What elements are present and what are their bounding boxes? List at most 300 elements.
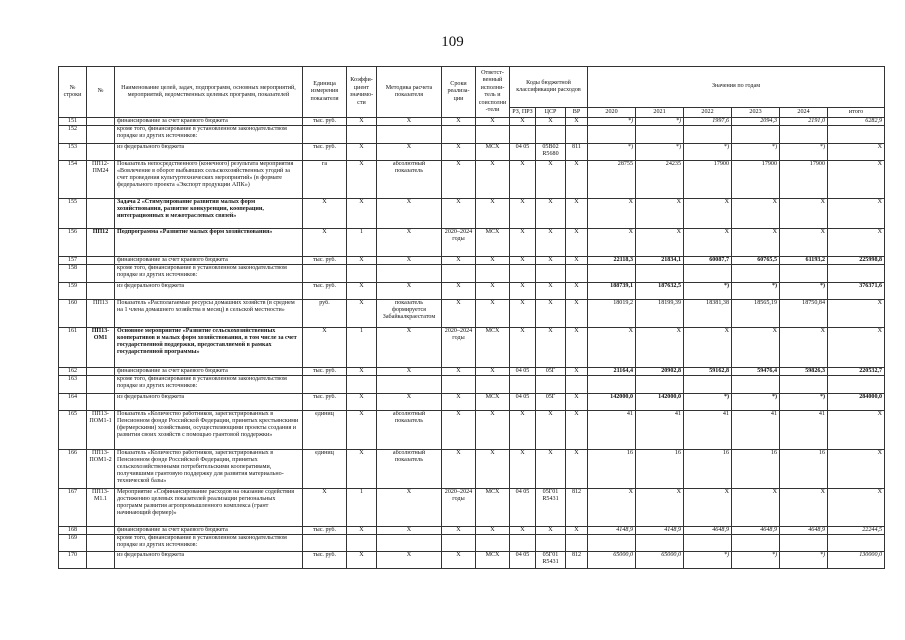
row-code — [87, 394, 115, 411]
row-value-2023: X — [732, 328, 780, 368]
row-coefficient — [347, 126, 377, 144]
row-rz: 04 05 — [510, 394, 536, 411]
row-code — [87, 257, 115, 265]
row-value-2022: *) — [684, 552, 732, 569]
table-row — [59, 552, 885, 569]
row-total: X — [828, 328, 885, 368]
row-value-2020: 41 — [588, 411, 636, 450]
row-code: ПП13-М1.1 — [87, 489, 115, 527]
table-row — [59, 450, 885, 489]
row-terms — [442, 376, 476, 394]
row-value-2020 — [588, 535, 636, 552]
row-value-2021: *) — [636, 118, 684, 126]
row-value-2024: 4648,9 — [780, 527, 828, 535]
row-terms: X — [442, 144, 476, 161]
row-method — [377, 126, 442, 144]
row-name: из федерального бюджета — [115, 144, 303, 161]
row-unit: га — [303, 161, 347, 199]
table-row — [59, 300, 885, 328]
row-name: финансирование за счет краевого бюджета — [115, 118, 303, 126]
row-total: 225998,8 — [828, 257, 885, 265]
row-number: 169 — [59, 535, 87, 552]
row-value-2024 — [780, 265, 828, 283]
row-value-2023: *) — [732, 394, 780, 411]
row-number: 160 — [59, 300, 87, 328]
row-value-2024: 41 — [780, 411, 828, 450]
row-value-2020: X — [588, 328, 636, 368]
row-executor: МСХ — [476, 144, 510, 161]
row-value-2023 — [732, 376, 780, 394]
row-method — [377, 535, 442, 552]
row-value-2024: 17900 — [780, 161, 828, 199]
row-rz: X — [510, 118, 536, 126]
row-value-2020: 4148,9 — [588, 527, 636, 535]
row-value-2021: 20902,8 — [636, 368, 684, 376]
row-csr: X — [536, 257, 566, 265]
row-unit: X — [303, 328, 347, 368]
header-values-by-year: Значения по годам — [588, 67, 885, 108]
row-coefficient: 1 — [347, 328, 377, 368]
row-terms: X — [442, 257, 476, 265]
row-value-2021 — [636, 265, 684, 283]
row-coefficient: X — [347, 450, 377, 489]
row-executor — [476, 265, 510, 283]
row-name: финансирование за счет краевого бюджета — [115, 368, 303, 376]
row-value-2020 — [588, 376, 636, 394]
row-number: 154 — [59, 161, 87, 199]
row-unit: тыс. руб. — [303, 368, 347, 376]
row-rz: X — [510, 229, 536, 257]
row-csr: X — [536, 199, 566, 229]
row-code — [87, 144, 115, 161]
row-value-2023: 2094,3 — [732, 118, 780, 126]
table-row — [59, 376, 885, 394]
row-terms: X — [442, 118, 476, 126]
header-year-2024: 2024 — [780, 108, 828, 118]
row-rz: X — [510, 257, 536, 265]
row-csr — [536, 535, 566, 552]
row-value-2022 — [684, 265, 732, 283]
table-row — [59, 535, 885, 552]
row-rz — [510, 376, 536, 394]
row-rz: 04 05 — [510, 368, 536, 376]
row-total: X — [828, 450, 885, 489]
row-vr — [566, 265, 588, 283]
row-name: кроме того, финансирование в установленном законодательством порядке из других источников: — [115, 265, 303, 283]
row-total: X — [828, 229, 885, 257]
row-code — [87, 199, 115, 229]
row-number: 153 — [59, 144, 87, 161]
row-code — [87, 118, 115, 126]
row-executor: МСХ — [476, 328, 510, 368]
row-code — [87, 535, 115, 552]
row-csr: X — [536, 450, 566, 489]
row-terms: X — [442, 552, 476, 569]
table-row — [59, 283, 885, 300]
row-executor: X — [476, 257, 510, 265]
row-csr: X — [536, 118, 566, 126]
row-coefficient: X — [347, 199, 377, 229]
row-terms: X — [442, 283, 476, 300]
table-row — [59, 328, 885, 368]
row-method: X — [377, 283, 442, 300]
row-value-2024: X — [780, 328, 828, 368]
table-row — [59, 265, 885, 283]
row-coefficient: 1 — [347, 489, 377, 527]
row-number: 166 — [59, 450, 87, 489]
row-vr: X — [566, 450, 588, 489]
row-executor: X — [476, 300, 510, 328]
row-terms: 2020–2024 годы — [442, 489, 476, 527]
row-value-2022: X — [684, 199, 732, 229]
row-method: X — [377, 552, 442, 569]
row-coefficient: X — [347, 300, 377, 328]
row-executor: X — [476, 118, 510, 126]
row-value-2020: X — [588, 199, 636, 229]
row-code — [87, 376, 115, 394]
row-value-2024: X — [780, 229, 828, 257]
row-rz: X — [510, 411, 536, 450]
row-method: абсолютный показатель — [377, 161, 442, 199]
header-terms: Сроки реализа-ции — [442, 67, 476, 118]
row-vr: X — [566, 328, 588, 368]
table-row — [59, 411, 885, 450]
row-value-2023: 16 — [732, 450, 780, 489]
row-unit: тыс. руб. — [303, 527, 347, 535]
row-name: из федерального бюджета — [115, 394, 303, 411]
row-name: из федерального бюджета — [115, 552, 303, 569]
row-terms: 2020–2024 годы — [442, 328, 476, 368]
row-value-2021: *) — [636, 144, 684, 161]
row-executor: X — [476, 283, 510, 300]
row-value-2023: 41 — [732, 411, 780, 450]
row-rz: X — [510, 527, 536, 535]
row-total: X — [828, 489, 885, 527]
row-code — [87, 265, 115, 283]
row-unit: тыс. руб. — [303, 118, 347, 126]
row-code — [87, 552, 115, 569]
row-value-2024 — [780, 126, 828, 144]
row-executor: X — [476, 450, 510, 489]
row-rz — [510, 265, 536, 283]
table-row — [59, 229, 885, 257]
row-value-2022: 41 — [684, 411, 732, 450]
row-rz: 04 05 — [510, 552, 536, 569]
row-name: кроме того, финансирование в установленном законодательством порядке из других источников: — [115, 376, 303, 394]
row-name: кроме того, финансирование в установленном законодательством порядке из других источников: — [115, 535, 303, 552]
row-coefficient: X — [347, 144, 377, 161]
row-coefficient: X — [347, 118, 377, 126]
row-value-2022 — [684, 376, 732, 394]
row-total: X — [828, 161, 885, 199]
row-terms: X — [442, 300, 476, 328]
row-value-2022: 17900 — [684, 161, 732, 199]
row-unit: X — [303, 229, 347, 257]
row-value-2021: X — [636, 229, 684, 257]
row-number: 157 — [59, 257, 87, 265]
row-coefficient: X — [347, 161, 377, 199]
row-terms: X — [442, 199, 476, 229]
header-year-2023: 2023 — [732, 108, 780, 118]
row-value-2021: 24235 — [636, 161, 684, 199]
row-unit: единиц — [303, 411, 347, 450]
row-csr: X — [536, 328, 566, 368]
row-number: 155 — [59, 199, 87, 229]
row-name: Подпрограмма «Развитие малых форм хозяйствования» — [115, 229, 303, 257]
row-vr: 812 — [566, 552, 588, 569]
row-csr: X — [536, 161, 566, 199]
table-row — [59, 394, 885, 411]
row-vr: X — [566, 199, 588, 229]
row-value-2023: 60765,5 — [732, 257, 780, 265]
row-value-2021: 18199,39 — [636, 300, 684, 328]
row-value-2023: 4648,9 — [732, 527, 780, 535]
row-value-2023: 17900 — [732, 161, 780, 199]
row-number: 163 — [59, 376, 87, 394]
row-total: 130000,0 — [828, 552, 885, 569]
row-coefficient — [347, 265, 377, 283]
row-code: ПП12-ПМ24 — [87, 161, 115, 199]
row-unit: X — [303, 199, 347, 229]
row-terms: 2020–2024 годы — [442, 229, 476, 257]
row-rz: X — [510, 300, 536, 328]
row-terms — [442, 535, 476, 552]
row-rz: 04 05 — [510, 144, 536, 161]
header-rz: РЗ, ПРЗ — [510, 108, 536, 118]
row-value-2022: 60087,7 — [684, 257, 732, 265]
row-value-2020: 22118,3 — [588, 257, 636, 265]
row-method: X — [377, 489, 442, 527]
header-number: № — [87, 67, 115, 118]
row-unit: тыс. руб. — [303, 283, 347, 300]
row-terms: X — [442, 411, 476, 450]
row-total: 6282,9 — [828, 118, 885, 126]
row-value-2020: X — [588, 489, 636, 527]
row-coefficient — [347, 535, 377, 552]
row-total: 284000,0 — [828, 394, 885, 411]
header-row-number: № строки — [59, 67, 87, 118]
program-table — [58, 66, 885, 569]
row-value-2022: X — [684, 229, 732, 257]
row-value-2024: 2191,0 — [780, 118, 828, 126]
row-executor: X — [476, 161, 510, 199]
row-terms — [442, 265, 476, 283]
row-value-2022: X — [684, 328, 732, 368]
row-value-2023: *) — [732, 552, 780, 569]
row-vr: X — [566, 283, 588, 300]
row-total: X — [828, 144, 885, 161]
table-row — [59, 368, 885, 376]
row-number: 162 — [59, 368, 87, 376]
row-executor: МСХ — [476, 552, 510, 569]
row-number: 156 — [59, 229, 87, 257]
row-executor — [476, 126, 510, 144]
row-unit: тыс. руб. — [303, 552, 347, 569]
row-value-2023: *) — [732, 283, 780, 300]
row-terms: X — [442, 394, 476, 411]
row-unit: руб. — [303, 300, 347, 328]
row-rz: X — [510, 450, 536, 489]
row-name: из федерального бюджета — [115, 283, 303, 300]
row-number: 152 — [59, 126, 87, 144]
header-name: Наименование целей, задач, подпрограмм, основных мероприятий, мероприятий, ведомственных целевых программ, показателей — [115, 67, 303, 118]
row-method: X — [377, 328, 442, 368]
row-name: финансирование за счет краевого бюджета — [115, 257, 303, 265]
row-number: 170 — [59, 552, 87, 569]
row-value-2024: 61193,2 — [780, 257, 828, 265]
row-value-2020: X — [588, 229, 636, 257]
row-vr: X — [566, 368, 588, 376]
row-number: 167 — [59, 489, 87, 527]
row-unit: X — [303, 489, 347, 527]
row-code — [87, 527, 115, 535]
header-csr: ЦСР — [536, 108, 566, 118]
header-year-2020: 2020 — [588, 108, 636, 118]
row-value-2020: 142000,0 — [588, 394, 636, 411]
page-number: 109 — [441, 34, 464, 50]
row-rz: X — [510, 161, 536, 199]
header-unit: Единица измерения показателя — [303, 67, 347, 118]
row-value-2022: *) — [684, 394, 732, 411]
row-code: ПП13 — [87, 300, 115, 328]
row-name: Показатель «Количество работников, зарегистрированных в Пенсионном фонде Российской Федерации, принятых крестьянскими (фермерскими) хозяйствами, осуществляющими проекты создания и развития своих хозяйств с помощью грантовой поддержки» — [115, 411, 303, 450]
row-vr: X — [566, 394, 588, 411]
row-terms: X — [442, 161, 476, 199]
row-csr — [536, 126, 566, 144]
row-value-2021: X — [636, 489, 684, 527]
row-value-2022 — [684, 535, 732, 552]
row-csr: X — [536, 283, 566, 300]
row-method: X — [377, 229, 442, 257]
row-code: ПП13-ПОМ1-2 — [87, 450, 115, 489]
row-csr: X — [536, 300, 566, 328]
row-value-2021 — [636, 126, 684, 144]
row-rz: X — [510, 283, 536, 300]
row-value-2020: 65000,0 — [588, 552, 636, 569]
row-value-2022: 1997,6 — [684, 118, 732, 126]
row-terms: X — [442, 450, 476, 489]
row-name: финансирование за счет краевого бюджета — [115, 527, 303, 535]
row-csr — [536, 376, 566, 394]
row-total: 376371,6 — [828, 283, 885, 300]
row-value-2021: 41 — [636, 411, 684, 450]
row-method: X — [377, 394, 442, 411]
row-executor — [476, 376, 510, 394]
row-coefficient: X — [347, 527, 377, 535]
row-method: абсолютный показатель — [377, 450, 442, 489]
row-csr: X — [536, 411, 566, 450]
row-value-2021: 187632,5 — [636, 283, 684, 300]
row-value-2020: 188739,1 — [588, 283, 636, 300]
row-value-2020 — [588, 265, 636, 283]
row-coefficient: X — [347, 394, 377, 411]
row-value-2024 — [780, 535, 828, 552]
row-coefficient: X — [347, 552, 377, 569]
row-name: Показатель «Располагаемые ресурсы домашних хозяйств (в среднем на 1 члена домашнего хозяйства в месяц) в сельской местности» — [115, 300, 303, 328]
row-unit — [303, 265, 347, 283]
row-value-2020: 21164,4 — [588, 368, 636, 376]
row-unit — [303, 126, 347, 144]
row-coefficient: 1 — [347, 229, 377, 257]
row-code: ПП13-ОМ1 — [87, 328, 115, 368]
row-csr: X — [536, 229, 566, 257]
row-total — [828, 265, 885, 283]
row-vr: X — [566, 527, 588, 535]
row-value-2021: X — [636, 328, 684, 368]
row-csr — [536, 265, 566, 283]
row-csr: X — [536, 527, 566, 535]
row-executor: X — [476, 411, 510, 450]
header-year-2022: 2022 — [684, 108, 732, 118]
row-csr: 05Г01 R5431 — [536, 552, 566, 569]
row-value-2021 — [636, 535, 684, 552]
row-value-2023 — [732, 535, 780, 552]
row-value-2021 — [636, 376, 684, 394]
row-unit — [303, 535, 347, 552]
row-unit: тыс. руб. — [303, 257, 347, 265]
row-executor: МСХ — [476, 489, 510, 527]
row-name: Показатель «Количество работников, зарегистрированных в Пенсионном фонде Российской Федерации, принятых сельскохозяйственными потребительскими кооперативами, получившими грантовую поддержку для развития материально-технической базы» — [115, 450, 303, 489]
row-method: X — [377, 368, 442, 376]
row-executor — [476, 535, 510, 552]
header-method: Методика расчета показателя — [377, 67, 442, 118]
header-executor: Ответст-венный исполни-тель и соисполни-тели — [476, 67, 510, 118]
row-value-2023: 18565,19 — [732, 300, 780, 328]
row-value-2021: 16 — [636, 450, 684, 489]
row-number: 161 — [59, 328, 87, 368]
row-unit: тыс. руб. — [303, 144, 347, 161]
row-code — [87, 368, 115, 376]
row-name: Задача 2 «Стимулирование развития малых форм хозяйствования, развитие конкуренции, кооперации, интеграционных и межотраслевых связей» — [115, 199, 303, 229]
row-method: X — [377, 144, 442, 161]
row-method — [377, 265, 442, 283]
row-value-2021: 65000,0 — [636, 552, 684, 569]
row-value-2022: 16 — [684, 450, 732, 489]
row-rz: 04 05 — [510, 489, 536, 527]
row-value-2024: X — [780, 489, 828, 527]
row-vr: X — [566, 300, 588, 328]
row-method — [377, 376, 442, 394]
row-value-2022: 59162,8 — [684, 368, 732, 376]
row-csr: 05Г01 R5431 — [536, 489, 566, 527]
row-executor: X — [476, 527, 510, 535]
row-csr: 05Г — [536, 394, 566, 411]
row-method: X — [377, 527, 442, 535]
row-number: 168 — [59, 527, 87, 535]
header-coefficient: Коэффи-циент значимо-сти — [347, 67, 377, 118]
row-coefficient: X — [347, 283, 377, 300]
row-executor: X — [476, 368, 510, 376]
row-vr: 811 — [566, 144, 588, 161]
row-code — [87, 283, 115, 300]
row-vr — [566, 376, 588, 394]
table-row — [59, 199, 885, 229]
row-name: кроме того, финансирование в установленном законодательством порядке из других источников: — [115, 126, 303, 144]
row-name: Основное мероприятие «Развитие сельскохозяйственных кооперативов и малых форм хозяйствования, в том числе за счет государственной поддержки, предоставляемой в рамках государственной программы» — [115, 328, 303, 368]
row-value-2024: 16 — [780, 450, 828, 489]
table-row — [59, 489, 885, 527]
row-value-2024: *) — [780, 394, 828, 411]
row-value-2024: *) — [780, 144, 828, 161]
row-value-2022 — [684, 126, 732, 144]
row-value-2024: 18750,84 — [780, 300, 828, 328]
row-value-2022: *) — [684, 144, 732, 161]
row-value-2023: 59476,4 — [732, 368, 780, 376]
row-value-2024 — [780, 376, 828, 394]
row-number: 159 — [59, 283, 87, 300]
row-unit: тыс. руб. — [303, 394, 347, 411]
row-rz — [510, 535, 536, 552]
